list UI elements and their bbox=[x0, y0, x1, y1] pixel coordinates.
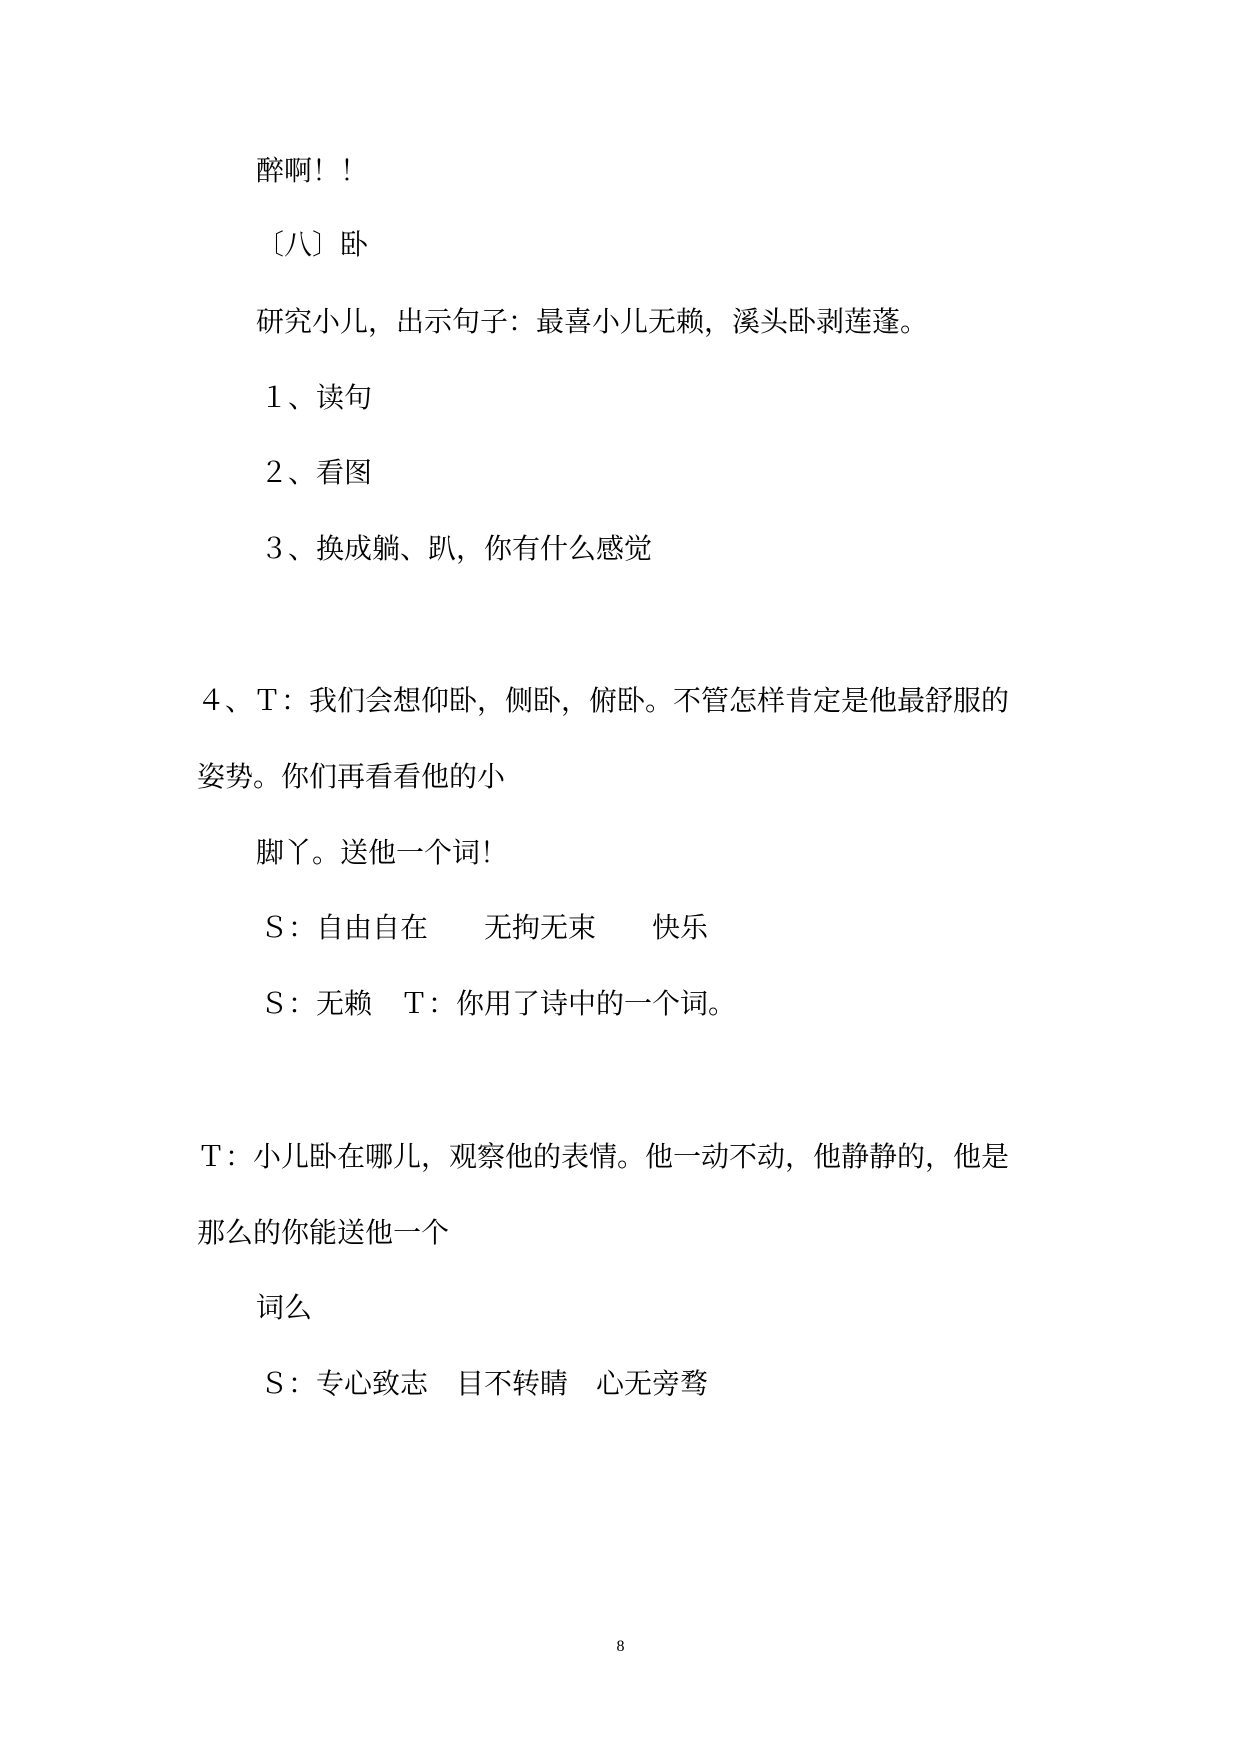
text-line: Ｓ：自由自在 无拘无束 快乐 bbox=[260, 911, 709, 944]
section-heading: 〔八〕卧 bbox=[256, 228, 369, 261]
list-item: ２、看图 bbox=[260, 456, 373, 489]
text-line: 那么的你能送他一个 bbox=[197, 1216, 450, 1249]
text-line: 研究小儿，出示句子：最喜小儿无赖，溪头卧剥莲蓬。 bbox=[256, 305, 929, 338]
text-line: Ｔ：小儿卧在哪儿，观察他的表情。他一动不动，他静静的，他是 bbox=[197, 1140, 1010, 1173]
list-item: ３、换成躺、趴，你有什么感觉 bbox=[260, 532, 653, 565]
text-line: 脚丫。送他一个词！ bbox=[256, 836, 509, 869]
list-item: ４、Ｔ：我们会想仰卧，侧卧，俯卧。不管怎样肯定是他最舒服的 bbox=[197, 684, 1010, 717]
list-item: １、读句 bbox=[260, 381, 373, 414]
text-line: Ｓ：无赖 Ｔ：你用了诗中的一个词。 bbox=[260, 987, 737, 1020]
page-number: 8 bbox=[616, 1638, 625, 1655]
text-line: 词么 bbox=[256, 1291, 313, 1324]
text-line: 醉啊！！ bbox=[256, 154, 369, 187]
text-line: Ｓ：专心致志 目不转睛 心无旁骛 bbox=[260, 1367, 709, 1400]
text-line: 姿势。你们再看看他的小 bbox=[197, 760, 506, 793]
